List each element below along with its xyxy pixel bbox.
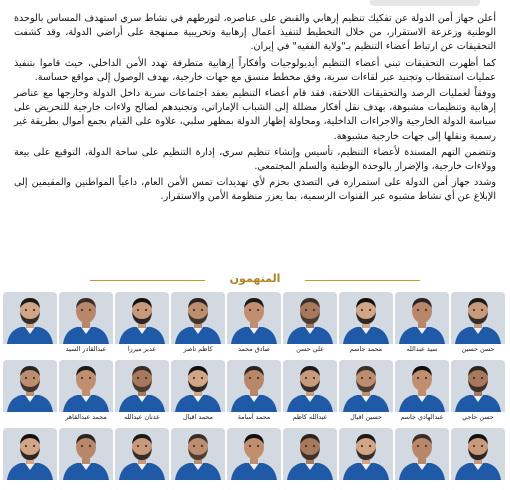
accused-name-label (171, 480, 225, 490)
accused-name-label: صادق محمد (227, 344, 281, 354)
accused-name-label (59, 480, 113, 490)
accused-name-label: عبدالله كاظم (283, 412, 337, 422)
accused-name-label (283, 480, 337, 490)
person-photo (59, 360, 113, 412)
accused-name-label (339, 480, 393, 490)
person-photo (227, 292, 281, 344)
accused-name-label (395, 480, 449, 490)
accused-card (171, 360, 225, 422)
person-photo (339, 360, 393, 412)
accused-name-label (3, 344, 57, 354)
divider-line (90, 280, 205, 281)
person-photo (3, 292, 57, 344)
accused-card (227, 428, 281, 490)
accused-card (171, 428, 225, 490)
accused-name-label: عدير ميرزا (115, 344, 169, 354)
person-photo (227, 360, 281, 412)
accused-card (395, 360, 449, 422)
accused-name-label: علي حسن (283, 344, 337, 354)
accused-card (395, 428, 449, 490)
person-photo (3, 428, 57, 480)
accused-card (59, 428, 113, 490)
accused-name-label: حسين اقبال (339, 412, 393, 422)
accused-card (59, 360, 113, 422)
accused-card (115, 292, 169, 354)
person-photo (283, 292, 337, 344)
accused-card (227, 292, 281, 354)
person-photo (3, 360, 57, 412)
person-photo (115, 292, 169, 344)
accused-name-label: سيد عبدالله (395, 344, 449, 354)
accused-name-label: حسن حاجي (451, 412, 505, 422)
accused-name-label: محمد عبدالقاهر (59, 412, 113, 422)
person-photo (339, 428, 393, 480)
accused-card (115, 428, 169, 490)
accused-card (3, 292, 57, 354)
person-photo (283, 428, 337, 480)
article-paragraph: وشدد جهاز أمن الدولة على استمراره في التصدي بحزم لأي تهديدات تمس الأمن العام، داعياً المواطنين والمقيمين إلى الإبلاغ عن أي نشاط مشبوه عبر القنوات الرسمية، بما يعزز منظومة الأمن والاستقرار. (14, 177, 496, 203)
accused-card (3, 360, 57, 422)
person-photo (451, 428, 505, 480)
person-photo (171, 292, 225, 344)
accused-card (283, 292, 337, 354)
accused-name-label: عبدالهادي جاسم (395, 412, 449, 422)
accused-name-label (451, 480, 505, 490)
person-photo (451, 360, 505, 412)
accused-name-label: كاظم ناصر (171, 344, 225, 354)
accused-name-label: عبدالقادر السيد (59, 344, 113, 354)
article-body (14, 12, 496, 207)
accused-card (3, 428, 57, 490)
accused-card (59, 292, 113, 354)
person-photo (339, 292, 393, 344)
accused-name-label (115, 480, 169, 490)
person-photo (171, 428, 225, 480)
person-photo (115, 428, 169, 480)
person-photo (59, 428, 113, 480)
accused-card (451, 360, 505, 422)
person-photo (395, 292, 449, 344)
accused-name-label: عدنان عبدالله (115, 412, 169, 422)
person-photo (283, 360, 337, 412)
person-photo (115, 360, 169, 412)
accused-name-label: محمد جاسم (339, 344, 393, 354)
accused-card (339, 292, 393, 354)
cropped-header-fragment (370, 0, 480, 6)
person-photo (395, 428, 449, 480)
person-photo (451, 292, 505, 344)
accused-name-label (3, 480, 57, 490)
article-paragraph: ووفقاً لعمليات الرصد والتحقيقات اللاحقة، فقد قام أعضاء التنظيم بعقد اجتماعات سرية داخل الدولة وخارجها مع عناصر إرهابية وتنظيمات مشبوهة، بهدف نقل أفكار مضللة إلى الشباب الإماراتي، وتجنيدهم لصالح ولاءات خارجية للتحريض على سياسة الدولة الخارجية والاجراءات الداخلية، ومحاولة إظهار الدولة بمظهر سلبي، علاوة على القيام بجمع أموال بطريقة غير رسمية ونقلها إلى جهات خارجية مشبوهة. (14, 88, 496, 142)
article-paragraph: أعلن جهاز أمن الدولة عن تفكيك تنظيم إرهابي والقبض على عناصره، لتورطهم في نشاط سري استهدف المساس بالوحدة الوطنية وزعزعة الاستقرار، من خلال التخطيط لتنفيذ أعمال إرهابية وتخريبية ممنهجة على أراضي الدولة، وقد كشفت التحقيقات عن ارتباط أعضاء التنظيم بـ"ولاية الفقيه" في إيران. (14, 13, 496, 53)
accused-card (451, 292, 505, 354)
accused-name-label: محمد أسامة (227, 412, 281, 422)
accused-name-label (3, 412, 57, 422)
accused-photo-grid (5, 292, 505, 470)
accused-card (339, 428, 393, 490)
top-crop-bar (0, 0, 510, 8)
section-title: المتهمون (229, 272, 281, 285)
accused-card (339, 360, 393, 422)
accused-name-label (227, 480, 281, 490)
person-photo (395, 360, 449, 412)
accused-name-label: محمد اقبال (171, 412, 225, 422)
accused-section-header (0, 272, 510, 288)
accused-card (395, 292, 449, 354)
person-photo (227, 428, 281, 480)
person-photo (59, 292, 113, 344)
accused-card (283, 428, 337, 490)
article-paragraph: كما أظهرت التحقيقات تبني أعضاء التنظيم أيديولوجيات وأفكاراً إرهابية متطرفة تهدد الأمن الداخلي، حيث قاموا بتنفيذ عمليات استقطاب وتجنيد عبر لقاءات سرية، وفق مخطط منسق مع جهات خارجية، بهدف الوصول إلى مواقع حساسة. (14, 57, 496, 83)
accused-card (227, 360, 281, 422)
accused-name-label: حسن حسين (451, 344, 505, 354)
accused-card (283, 360, 337, 422)
article-paragraph: وتتضمن التهم المسندة لأعضاء التنظيم، تأسيس وإنشاء تنظيم سري، إدارة التنظيم على ساحة الدولة، التوقيع على بيعة وولاءات خارجية، والإضرار بالوحدة الوطنية والسلم المجتمعي. (14, 146, 496, 173)
person-photo (171, 360, 225, 412)
accused-card (115, 360, 169, 422)
accused-card (451, 428, 505, 490)
accused-card (171, 292, 225, 354)
divider-line (305, 280, 420, 281)
